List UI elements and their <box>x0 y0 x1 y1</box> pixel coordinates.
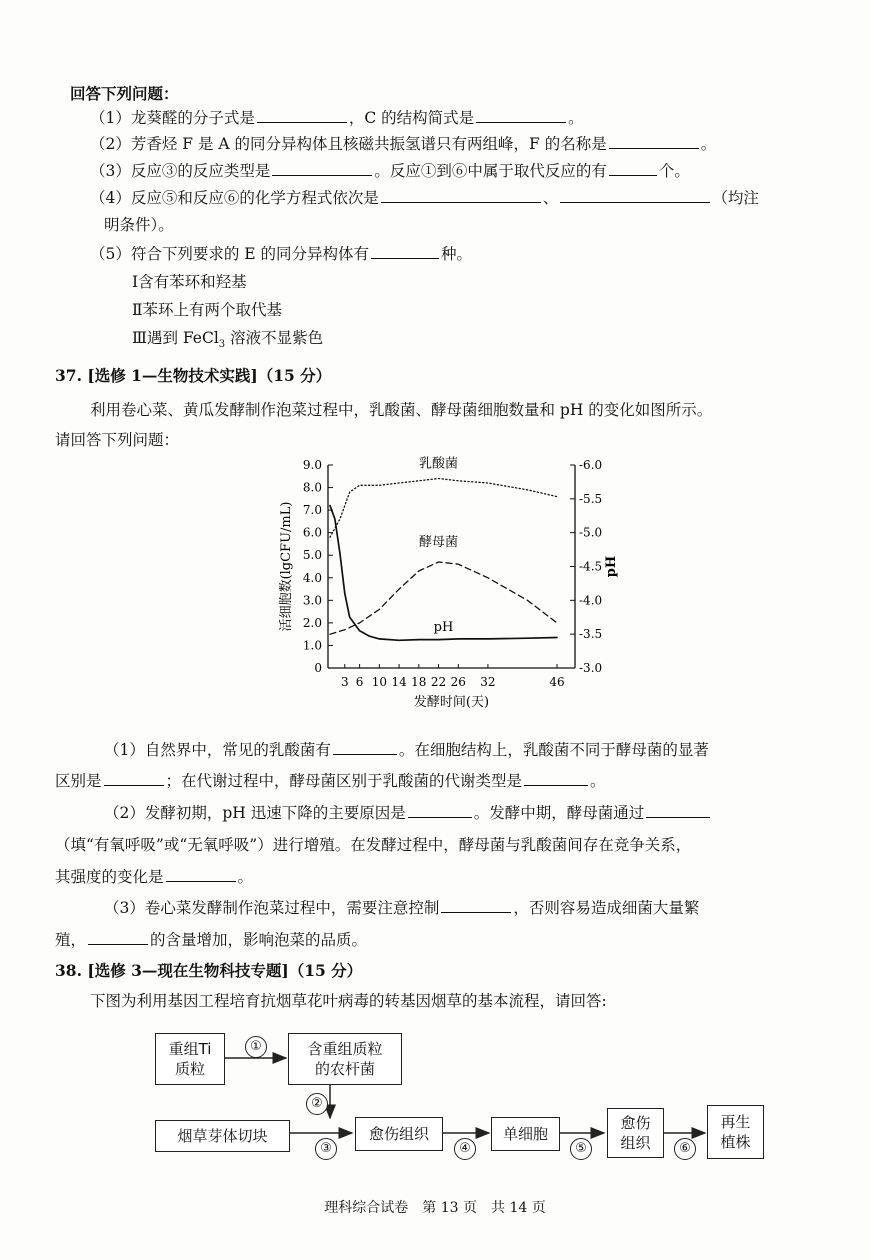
box6-line1: 愈伤 <box>620 1114 651 1132</box>
q36-p4a: （4）反应⑤和反应⑥的化学方程式依次是 <box>90 189 379 207</box>
box1-line1: 重组Ti <box>168 1040 212 1058</box>
y-left-tick-label: 2.0 <box>302 615 322 630</box>
x-tick-label: 3 <box>340 675 349 689</box>
y-left-tick-label: 5.0 <box>302 548 322 563</box>
q36-p2a: （2）芳香烃 F 是 A 的同分异构体且核磁共振氢谱只有两组峰，F 的名称是 <box>90 135 607 153</box>
q37-heading: 37. [选修 1—生物技术实践]（15 分） <box>55 366 332 385</box>
q36-p1a: （1）龙葵醛的分子式是 <box>90 109 255 127</box>
q37-intro1: 利用卷心菜、黄瓜发酵制作泡菜过程中，乳酸菌、酵母菌细胞数量和 pH 的变化如图所示。 <box>90 401 713 419</box>
box7-line2: 植株 <box>720 1133 751 1151</box>
box-ti-plasmid <box>155 1033 225 1085</box>
x-tick-label: 22 <box>430 675 447 689</box>
y-left-tick-label: 9.0 <box>302 458 322 472</box>
y-right-tick-label: -6.0 <box>579 458 603 472</box>
q37-s1e: 。 <box>590 772 606 790</box>
box-tobacco-explant <box>155 1120 290 1152</box>
q37-s1b: 。在细胞结构上，乳酸菌不同于酵母菌的显著 <box>398 741 709 759</box>
q37-s1c: 区别是 <box>55 772 102 790</box>
q36-p3b: 。反应①到⑥中属于取代反应的有 <box>374 162 607 180</box>
y-left-tick-label: 4.0 <box>302 570 322 585</box>
q36-c3a: Ⅲ遇到 FeCl <box>132 329 219 347</box>
step-2-label: ② <box>306 1093 328 1115</box>
q37-s2a: （2）发酵初期，pH 迅速下降的主要原因是 <box>104 804 406 822</box>
box-agrobacterium <box>288 1033 402 1085</box>
q37-s3c: 殖， <box>55 931 87 949</box>
q36-p4c: （均注 <box>712 189 759 207</box>
q36-p3c: 个。 <box>658 162 690 180</box>
box7-line1: 再生 <box>720 1113 751 1131</box>
y-left-tick-label: 7.0 <box>302 503 322 518</box>
q37-s3b: ，否则容易造成细菌大量繁 <box>513 899 700 917</box>
q37-s2d: 其强度的变化是 <box>55 868 164 886</box>
q37-s2b: 。发酵中期，酵母菌通过 <box>473 804 645 822</box>
x-tick-label: 6 <box>355 675 364 689</box>
box4-label: 愈伤组织 <box>368 1125 429 1143</box>
x-tick-label: 32 <box>480 675 496 689</box>
y-left-tick-label: 6.0 <box>302 525 322 540</box>
q38-intro: 下图为利用基因工程培育抗烟草花叶病毒的转基因烟草的基本流程，请回答: <box>90 992 607 1010</box>
q36-cond1: Ⅰ含有苯环和羟基 <box>132 273 247 291</box>
q37-s1a: （1）自然界中，常见的乳酸菌有 <box>104 741 331 759</box>
y-right-tick-label: -4.5 <box>579 559 603 574</box>
q36-cond2: Ⅱ苯环上有两个取代基 <box>132 301 283 319</box>
q36-p2b: 。 <box>700 135 717 153</box>
step-5-label: ⑤ <box>570 1138 592 1160</box>
x-tick-label: 18 <box>411 675 427 689</box>
step-4-label: ④ <box>454 1138 476 1160</box>
page-footer: 理科综合试卷 第 13 页 共 14 页 <box>324 1200 546 1216</box>
box1-line2: 质粒 <box>174 1060 205 1078</box>
series-label: pH <box>433 619 454 635</box>
box6-line2: 组织 <box>620 1134 651 1152</box>
y-left-tick-label: 0 <box>314 661 322 675</box>
q36-c3b: 溶液不显紫色 <box>225 329 324 347</box>
x-tick-label: 46 <box>549 675 565 689</box>
box-callus-2 <box>607 1108 664 1158</box>
series-label: 乳酸菌 <box>419 456 459 472</box>
box-single-cell <box>491 1117 560 1151</box>
q36-p1c: 。 <box>568 109 584 127</box>
y-right-tick-label: -3.5 <box>579 627 603 642</box>
step-1-label: ① <box>245 1036 267 1058</box>
q36-p4b: 、 <box>542 189 559 207</box>
q37-s3d: 的含量增加，影响泡菜的品质。 <box>150 931 368 949</box>
y-right-axis-title: pH <box>604 555 619 578</box>
q37-s2e: 。 <box>237 868 254 886</box>
q36-p1b: ，C 的结构简式是 <box>348 109 475 127</box>
y-left-tick-label: 3.0 <box>302 593 322 608</box>
box-callus <box>355 1117 443 1151</box>
q36-c3sub: 3 <box>218 339 226 351</box>
y-left-tick-label: 1.0 <box>302 638 322 653</box>
series-label: 酵母菌 <box>419 535 459 551</box>
y-left-tick-label: 8.0 <box>302 480 322 495</box>
q36-p5a: （5）符合下列要求的 E 的同分异构体有 <box>90 245 370 263</box>
box-regenerated-plant <box>707 1105 764 1159</box>
q37-intro2: 请回答下列问题： <box>55 431 180 449</box>
y-right-tick-label: -3.0 <box>579 661 603 675</box>
box5-label: 单细胞 <box>502 1125 548 1143</box>
box3-label: 烟草芽体切块 <box>177 1127 268 1145</box>
q37-s1d: ；在代谢过程中，酵母菌区别于乳酸菌的代谢类型是 <box>165 772 523 790</box>
box2-line2: 的农杆菌 <box>314 1060 375 1078</box>
x-tick-label: 26 <box>450 675 466 689</box>
q36-p4d: 明条件）。 <box>104 216 174 234</box>
q37-s2c: （填“有氧呼吸”或“无氧呼吸”）进行增殖。在发酵过程中，酵母菌与乳酸菌间存在竞争关系， <box>55 836 692 854</box>
q36-intro: 回答下列问题： <box>70 84 179 103</box>
q36-p5b: 种。 <box>441 245 473 263</box>
q38-heading: 38. [选修 3—现在生物科技专题]（15 分） <box>55 961 363 980</box>
x-tick-label: 14 <box>391 675 407 689</box>
y-left-axis-title: 活细胞数(lgCFU/mL) <box>279 501 294 632</box>
box2-line1: 含重组质粒 <box>307 1040 383 1058</box>
q36-p3a: （3）反应③的反应类型是 <box>90 162 271 180</box>
y-right-tick-label: -5.0 <box>579 525 603 540</box>
q37-s3a: （3）卷心菜发酵制作泡菜过程中，需要注意控制 <box>104 899 440 917</box>
y-right-tick-label: -5.5 <box>579 491 603 506</box>
y-right-tick-label: -4.0 <box>579 593 603 608</box>
x-tick-label: 10 <box>371 675 387 689</box>
step-6-label: ⑥ <box>674 1138 696 1160</box>
x-axis-title: 发酵时间(天) <box>413 695 490 710</box>
step-3-label: ③ <box>315 1138 337 1160</box>
